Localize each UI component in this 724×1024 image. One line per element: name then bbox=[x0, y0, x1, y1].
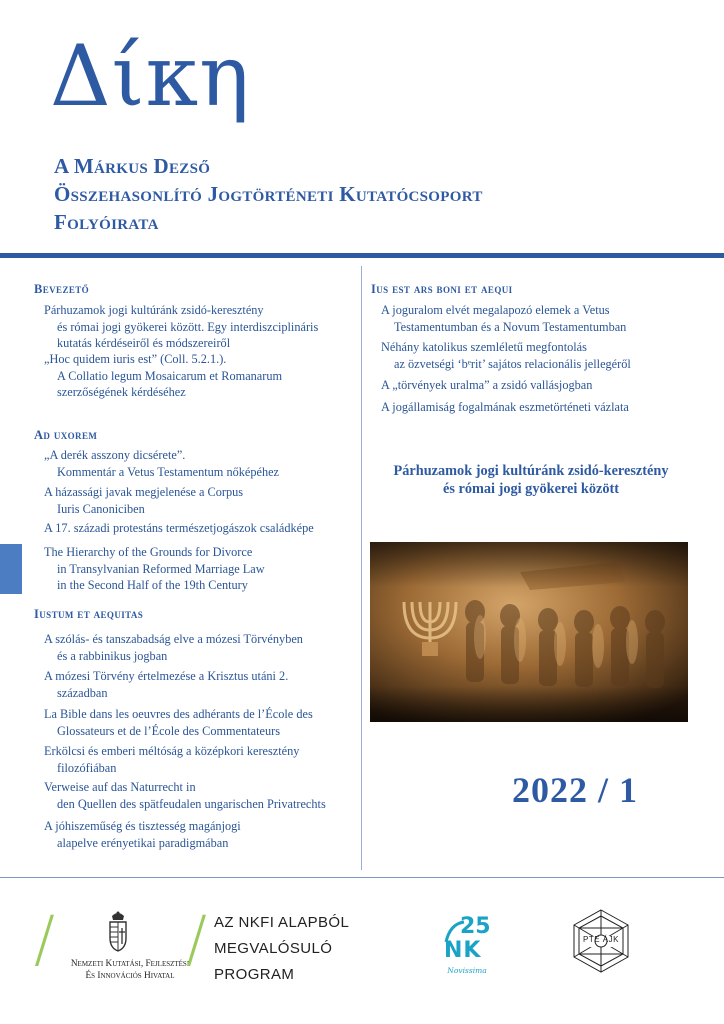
toc-section-heading: Ius est ars boni et aequi bbox=[371, 282, 513, 296]
toc-entry bbox=[381, 377, 592, 394]
toc-entry-line: „Hoc quidem iuris est” (Coll. 5.2.1.). bbox=[44, 352, 227, 366]
toc-entry-line: A joguralom elvét megalapozó elemek a Vetus bbox=[381, 303, 610, 317]
issue-number: 2022 / 1 bbox=[512, 770, 639, 810]
nk-number: 25 bbox=[460, 914, 491, 939]
toc-entry-line: Verweise auf das Naturrecht in bbox=[44, 780, 196, 794]
toc-entry-line: az özvetségi ‘bᵉrit’ sajátos relacionális jellegéről bbox=[394, 356, 631, 371]
program-line-2: MEGVALÓSULÓ bbox=[214, 940, 333, 957]
toc-entry bbox=[381, 339, 631, 372]
feature-title bbox=[372, 462, 690, 498]
toc-entry-line: A jóhiszeműség és tisztesség magánjogi bbox=[44, 819, 241, 833]
toc-entry-line: A Collatio legum Mosaicarum et Romanarum bbox=[57, 368, 283, 383]
toc-entry bbox=[381, 399, 629, 416]
subtitle-line-3: Folyóirata bbox=[54, 210, 159, 234]
toc-entry-line: filozófiában bbox=[57, 760, 117, 775]
program-line-3: PROGRAM bbox=[214, 966, 295, 983]
toc-section-heading: Iustum et aequitas bbox=[34, 607, 144, 621]
toc-entry-line: Testamentumban és a Novum Testamentumban bbox=[394, 319, 627, 334]
journal-title: Δίκη bbox=[50, 27, 251, 125]
toc-entry bbox=[44, 779, 326, 812]
column-divider bbox=[361, 266, 362, 870]
toc-section-heading: Ad uxorem bbox=[34, 428, 98, 442]
nk-letters: NK bbox=[444, 938, 482, 963]
program-text bbox=[214, 910, 349, 988]
toc-entry-line: La Bible dans les oeuvres des adhérants de l’École des bbox=[44, 707, 313, 721]
toc-entry bbox=[44, 743, 299, 776]
feature-title-line-2: és római jogi gyökerei között bbox=[442, 481, 620, 497]
toc-entry-line: A „törvények uralma” a zsidó vallásjogban bbox=[381, 378, 593, 392]
toc-entry-line: in Transylvanian Reformed Marriage Law bbox=[57, 561, 265, 576]
feature-title-line-1: Párhuzamok jogi kultúránk zsidó-keresztény bbox=[393, 463, 669, 479]
pte-ajk-seal bbox=[568, 908, 634, 974]
pte-ajk-text: PTE ÁJK bbox=[583, 935, 619, 944]
green-slash-icon: / bbox=[186, 902, 207, 975]
toc-entry-line: A jogállamiság fogalmának eszmetörténeti vázlata bbox=[381, 400, 629, 414]
toc-entry bbox=[44, 544, 265, 594]
toc-entry-line: Párhuzamok jogi kultúránk zsidó-keresztény bbox=[44, 303, 264, 317]
subtitle-line-2: Összehasonlító Jogtörténeti Kutatócsoport bbox=[54, 182, 483, 206]
toc-entry-line: A mózesi Törvény értelmezése a Krisztus utáni 2. bbox=[44, 669, 289, 683]
toc-entry bbox=[44, 351, 282, 401]
toc-entry bbox=[44, 818, 241, 851]
relief-illustration bbox=[370, 542, 688, 722]
toc-entry bbox=[44, 484, 243, 517]
toc-entry-line: „A derék asszony dicsérete”. bbox=[44, 448, 186, 462]
toc-entry-line: A 17. századi protestáns természetjogászok családképe bbox=[44, 521, 314, 535]
green-slash-icon: / bbox=[34, 902, 55, 975]
toc-entry-line: Kommentár a Vetus Testamentum nőképéhez bbox=[57, 464, 280, 479]
cover-photo bbox=[370, 542, 688, 722]
toc-entry-line: A házassági javak megjelenése a Corpus bbox=[44, 485, 244, 499]
toc-entry-line: és a rabbinikus jogban bbox=[57, 648, 168, 663]
side-tab bbox=[0, 544, 22, 594]
toc-entry-line: szerzőségének kérdéséhez bbox=[57, 385, 186, 399]
toc-entry-line: században bbox=[57, 685, 108, 700]
toc-entry-line: Erkölcsi és emberi méltóság a középkori keresztény bbox=[44, 744, 300, 758]
toc-entry-line: kutatás kérdéseiről és módszereiről bbox=[57, 336, 231, 350]
toc-entry bbox=[44, 631, 303, 664]
toc-entry bbox=[44, 668, 288, 701]
program-line-1: AZ NKFI ALAPBÓL bbox=[214, 914, 350, 931]
hungarian-coat-of-arms-icon bbox=[106, 910, 130, 956]
nkfih-line-2: És Innovációs Hivatal bbox=[85, 971, 175, 981]
toc-entry-line: Iuris Canoniciben bbox=[57, 501, 145, 516]
toc-entry bbox=[44, 706, 313, 739]
toc-entry-line: in the Second Half of the 19th Century bbox=[57, 578, 248, 592]
nkfih-line-1: Nemzeti Kutatási, Fejlesztési bbox=[70, 959, 190, 969]
toc-entry bbox=[44, 520, 314, 537]
toc-entry bbox=[44, 447, 279, 480]
toc-entry bbox=[381, 302, 626, 335]
toc-entry-line: alapelve erényetikai paradigmában bbox=[57, 835, 229, 850]
nkfih-name bbox=[56, 958, 204, 982]
subtitle-line-1: A Márkus Dezső bbox=[54, 154, 211, 178]
novissima-label: Novissima bbox=[447, 966, 487, 975]
toc-entry-line: Glossateurs et de l’École des Commentateurs bbox=[57, 723, 280, 738]
toc-entry-line: A szólás- és tanszabadság elve a mózesi Törvényben bbox=[44, 632, 303, 646]
toc-section-heading: Bevezető bbox=[34, 282, 90, 296]
footer-divider bbox=[0, 877, 724, 878]
toc-entry-line: és római jogi gyökerei között. Egy interdiszciplináris bbox=[57, 319, 319, 334]
header-divider bbox=[0, 253, 724, 258]
toc-entry bbox=[44, 302, 318, 352]
toc-entry-line: Néhány katolikus szemléletű megfontolás bbox=[381, 340, 587, 354]
toc-entry-line: den Quellen des spätfeudalen ungarischen Privatrechts bbox=[57, 796, 326, 811]
nk-25-logo bbox=[440, 914, 496, 966]
toc-entry-line: The Hierarchy of the Grounds for Divorce bbox=[44, 545, 253, 559]
